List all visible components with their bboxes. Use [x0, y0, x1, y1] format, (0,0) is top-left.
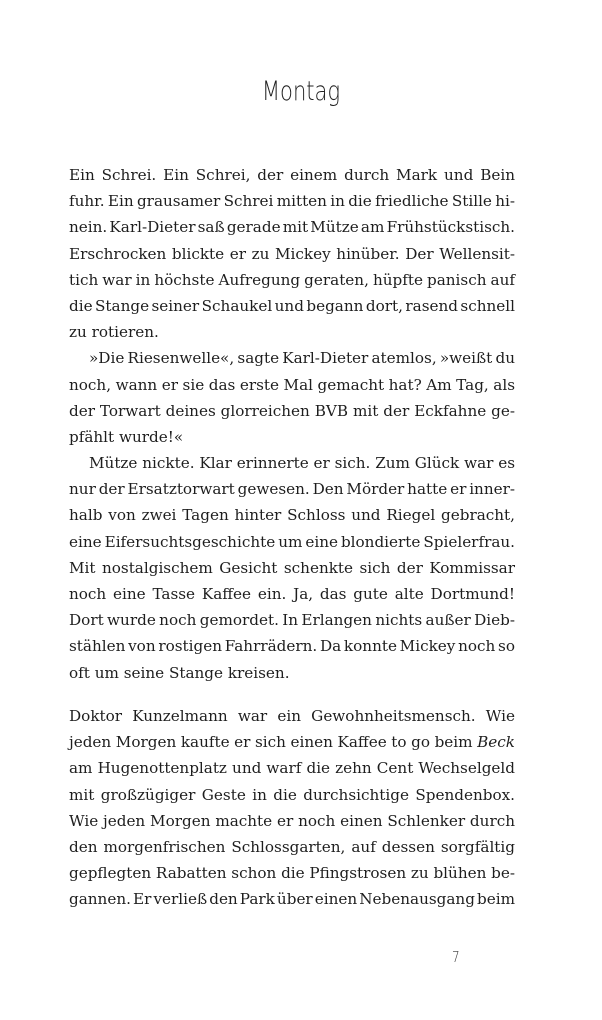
text-line: Mit nostalgischem Gesicht schenkte sich der Kommissar [69, 558, 515, 577]
text-line: die Stange seiner Schaukel und begann dort, rasend schnell [69, 296, 515, 315]
text-line: Mütze nickte. Klar erinnerte er sich. Zum Glück war es [89, 454, 515, 473]
text-line: tich war in höchste Aufregung geraten, hüpfte panisch auf [69, 270, 515, 289]
section-1-text [69, 162, 515, 686]
text-line: noch, wann er sie das erste Mal gemacht hat? Am Tag, als [69, 375, 515, 394]
section-2-text [69, 703, 515, 913]
text-line: mit großzügiger Geste in die durchsichtige Spendenbox. [69, 785, 515, 804]
text-line: den morgenfrischen Schlossgarten, auf dessen sorgfältig [69, 837, 515, 856]
page-number: 7 [451, 948, 460, 966]
emphasized-text: Beck [477, 733, 515, 752]
chapter-title: Montag [261, 76, 341, 107]
text-line: fuhr. Ein grausamer Schrei mitten in die friedliche Stille hi- [69, 192, 515, 211]
text-line: zu rotieren. [69, 323, 159, 342]
text-line: eine Eifersuchtsgeschichte um eine blondierte Spielerfrau. [69, 532, 515, 551]
text-line: halb von zwei Tagen hinter Schloss und Riegel gebracht, [69, 506, 515, 525]
text-line: Dort wurde noch gemordet. In Erlangen nichts außer Dieb- [69, 611, 515, 630]
text-line: nein. Karl-Dieter saß gerade mit Mütze am Frühstückstisch. [69, 218, 515, 237]
text-line: gepflegten Rabatten schon die Pfingstrosen zu blühen be- [69, 864, 515, 883]
text-line: Erschrocken blickte er zu Mickey hinüber. Der Wellensit- [69, 244, 515, 263]
text-line: Doktor Kunzelmann war ein Gewohnheitsmensch. Wie [69, 707, 515, 725]
text-line: am Hugenottenplatz und warf die zehn Cent Wechselgeld [69, 759, 515, 778]
text-line [69, 729, 515, 755]
text-line: noch eine Tasse Kaffee ein. Ja, das gute alte Dortmund! [69, 585, 515, 603]
text-line: pfählt wurde!« [69, 427, 184, 446]
text-line: Ein Schrei. Ein Schrei, der einem durch Mark und Bein [69, 166, 515, 184]
text-line: stählen von rostigen Fahrrädern. Da konnte Mickey noch so [69, 637, 515, 656]
text-line: gannen. Er verließ den Park über einen Nebenausgang beim [69, 890, 515, 909]
text-line: Wie jeden Morgen machte er noch einen Schlenker durch [69, 811, 515, 830]
text-line: oft um seine Stange kreisen. [69, 663, 290, 682]
text-line: der Torwart deines glorreichen BVB mit der Eckfahne ge- [69, 401, 515, 420]
text-line: nur der Ersatztorwart gewesen. Den Mörder hatte er inner- [69, 480, 515, 499]
text-fragment: jeden Morgen kaufte er sich einen Kaffee to go beim [69, 733, 478, 752]
text-line: »Die Riesenwelle«, sagte Karl-Dieter atemlos, »weißt du [89, 349, 515, 368]
